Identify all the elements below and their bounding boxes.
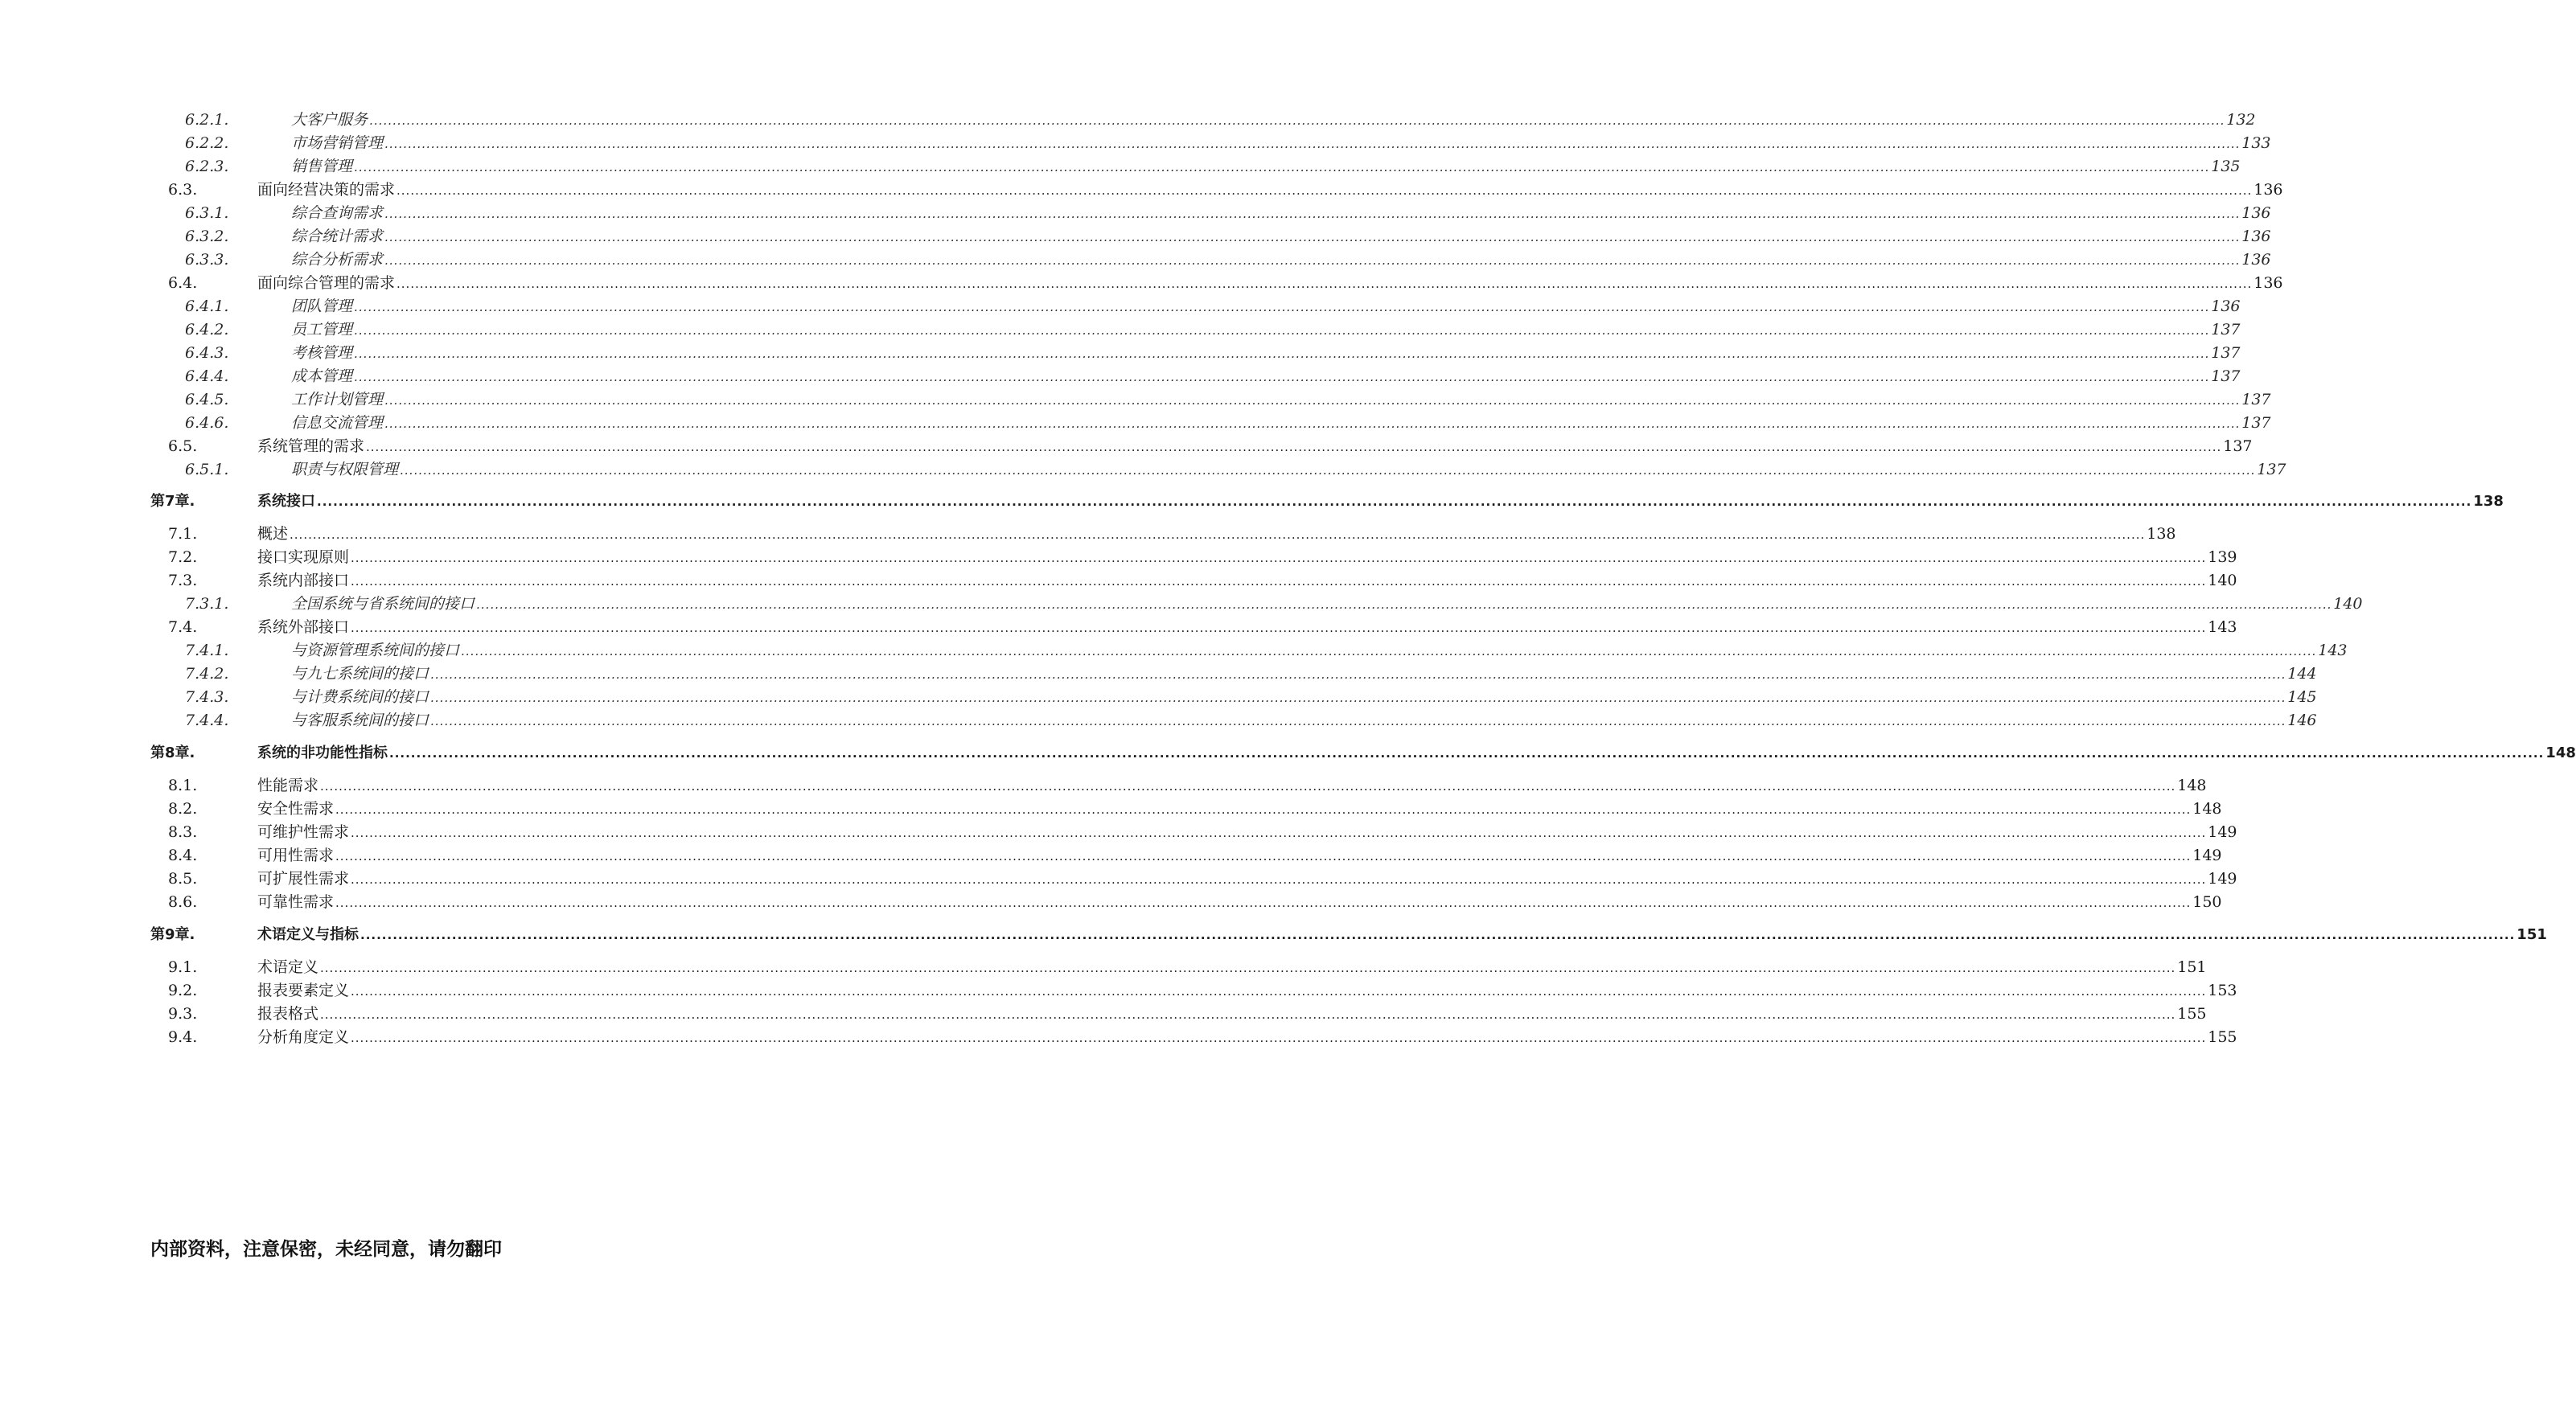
toc-entry-title: 综合查询需求 — [291, 204, 384, 222]
toc-entry[interactable] — [168, 179, 2283, 200]
toc-entry[interactable] — [185, 687, 2317, 708]
toc-entry-title: 面向经营决策的需求 — [257, 181, 396, 199]
toc-entry[interactable] — [168, 617, 2237, 638]
toc-entry-title: 职责与权限管理 — [291, 461, 399, 478]
toc-leader-dots: ................................................................................................................................................................................................................................................................................................................................................................................................................ — [351, 551, 2207, 565]
toc-entry-number: 7.4.1. — [185, 642, 229, 659]
toc-entry-title: 综合统计需求 — [291, 228, 384, 245]
toc-leader-dots: ................................................................................................................................................................................................................................................................................................................................................................................................................ — [430, 667, 2286, 682]
toc-entry[interactable] — [168, 570, 2237, 591]
toc-entry-title: 报表格式 — [257, 1005, 319, 1023]
toc-entry-page: 132 — [2226, 111, 2256, 129]
toc-entry-number: 8.1. — [168, 777, 198, 794]
toc-entry-page: 137 — [2223, 437, 2253, 455]
toc-leader-dots: ................................................................................................................................................................................................................................................................................................................................................................................................................ — [290, 527, 2146, 542]
toc-entry[interactable] — [150, 743, 2576, 764]
toc-entry-page: 153 — [2208, 982, 2237, 999]
toc-entry-number: 7.4.2. — [185, 665, 229, 683]
toc-leader-dots: ................................................................................................................................................................................................................................................................................................................................................................................................................ — [354, 300, 2210, 314]
toc-leader-dots: ................................................................................................................................................................................................................................................................................................................................................................................................................ — [360, 928, 2516, 942]
toc-entry-number: 6.3.3. — [185, 251, 229, 269]
toc-entry-number: 7.3.1. — [185, 595, 229, 613]
toc-entry[interactable] — [185, 109, 2256, 130]
toc-entry-title: 可靠性需求 — [257, 893, 335, 911]
toc-entry-page: 151 — [2177, 958, 2207, 976]
toc-entry-page: 137 — [2211, 367, 2241, 385]
toc-entry-number: 7.3. — [168, 572, 198, 589]
toc-leader-dots: ................................................................................................................................................................................................................................................................................................................................................................................................................ — [335, 849, 2192, 863]
toc-entry-number: 6.4.2. — [185, 321, 229, 338]
toc-entry[interactable] — [150, 925, 2547, 945]
toc-entry[interactable] — [150, 491, 2504, 512]
toc-entry-number: 第7章. — [150, 493, 195, 510]
toc-leader-dots: ................................................................................................................................................................................................................................................................................................................................................................................................................ — [400, 463, 2256, 478]
toc-leader-dots: ................................................................................................................................................................................................................................................................................................................................................................................................................ — [354, 160, 2210, 174]
toc-leader-dots: ................................................................................................................................................................................................................................................................................................................................................................................................................ — [335, 802, 2192, 817]
toc-entry-title: 性能需求 — [257, 777, 319, 794]
toc-entry-title: 可用性需求 — [257, 847, 335, 864]
toc-entry[interactable] — [168, 822, 2237, 843]
toc-entry-page: 138 — [2147, 525, 2176, 543]
toc-entry-number: 第9章. — [150, 926, 195, 943]
toc-entry-number: 8.6. — [168, 893, 198, 911]
toc-leader-dots: ................................................................................................................................................................................................................................................................................................................................................................................................................ — [476, 597, 2332, 612]
toc-entry-page: 133 — [2241, 134, 2271, 152]
toc-entry[interactable] — [168, 1027, 2237, 1048]
toc-entry[interactable] — [185, 342, 2241, 363]
toc-entry[interactable] — [185, 663, 2317, 684]
toc-entry-title: 接口实现原则 — [257, 548, 350, 566]
toc-entry-page: 136 — [2253, 274, 2283, 292]
toc-entry-number: 8.5. — [168, 870, 198, 888]
toc-entry-title: 可维护性需求 — [257, 823, 350, 841]
toc-entry-number: 6.3.1. — [185, 204, 229, 222]
toc-leader-dots: ................................................................................................................................................................................................................................................................................................................................................................................................................ — [389, 746, 2545, 761]
toc-entry-title: 概述 — [257, 525, 289, 543]
toc-entry-number: 8.3. — [168, 823, 198, 841]
toc-entry-number: 6.2.3. — [185, 158, 229, 175]
toc-entry-title: 团队管理 — [291, 297, 353, 315]
toc-entry-page: 140 — [2208, 572, 2237, 589]
toc-entry-title: 信息交流管理 — [291, 414, 384, 432]
toc-entry[interactable] — [185, 226, 2271, 247]
toc-entry-page: 140 — [2333, 595, 2363, 613]
toc-entry-page: 136 — [2241, 228, 2271, 245]
toc-entry-number: 8.4. — [168, 847, 198, 864]
toc-leader-dots: ................................................................................................................................................................................................................................................................................................................................................................................................................ — [320, 779, 2176, 794]
toc-entry-page: 150 — [2192, 893, 2222, 911]
toc-entry-title: 系统管理的需求 — [257, 437, 365, 455]
toc-entry-page: 135 — [2211, 158, 2241, 175]
toc-entry-title: 报表要素定义 — [257, 982, 350, 999]
toc-leader-dots: ................................................................................................................................................................................................................................................................................................................................................................................................................ — [430, 714, 2286, 728]
toc-entry[interactable] — [168, 845, 2222, 866]
toc-entry[interactable] — [185, 459, 2286, 480]
toc-entry-title: 与资源管理系统间的接口 — [291, 642, 460, 659]
toc-entry-title: 可扩展性需求 — [257, 870, 350, 888]
toc-entry-page: 136 — [2241, 204, 2271, 222]
toc-entry-title: 员工管理 — [291, 321, 353, 338]
toc-entry-number: 7.2. — [168, 548, 198, 566]
toc-entry-title: 大客户服务 — [291, 111, 368, 129]
toc-entry-number: 7.4.4. — [185, 712, 229, 729]
toc-entry-title: 系统外部接口 — [257, 618, 350, 636]
toc-entry-number: 9.3. — [168, 1005, 198, 1023]
toc-leader-dots: ................................................................................................................................................................................................................................................................................................................................................................................................................ — [351, 574, 2207, 589]
toc-entry[interactable] — [185, 366, 2241, 387]
toc-entry-number: 7.4.3. — [185, 688, 229, 706]
toc-entry-number: 7.1. — [168, 525, 198, 543]
toc-leader-dots: ................................................................................................................................................................................................................................................................................................................................................................................................................ — [366, 440, 2222, 454]
toc-leader-dots: ................................................................................................................................................................................................................................................................................................................................................................................................................ — [354, 347, 2210, 361]
toc-entry-number: 9.2. — [168, 982, 198, 999]
toc-entry-page: 146 — [2287, 712, 2317, 729]
toc-entry-number: 6.3.2. — [185, 228, 229, 245]
toc-entry[interactable] — [185, 710, 2317, 731]
toc-entry[interactable] — [185, 640, 2348, 661]
toc-entry-page: 148 — [2192, 800, 2222, 818]
toc-entry[interactable] — [168, 868, 2237, 889]
toc-entry-title: 与九七系统间的接口 — [291, 665, 429, 683]
toc-entry-number: 6.5. — [168, 437, 198, 455]
toc-entry-number: 6.4.6. — [185, 414, 229, 432]
toc-entry-number: 6.3. — [168, 181, 198, 199]
toc-entry-title: 分析角度定义 — [257, 1028, 350, 1046]
toc-entry[interactable] — [168, 892, 2222, 913]
toc-entry-page: 148 — [2545, 744, 2576, 761]
toc-entry-page: 137 — [2257, 461, 2286, 478]
toc-entry-number: 第8章. — [150, 744, 195, 761]
toc-entry-page: 149 — [2208, 823, 2237, 841]
toc-leader-dots: ................................................................................................................................................................................................................................................................................................................................................................................................................ — [354, 323, 2210, 338]
toc-leader-dots: ................................................................................................................................................................................................................................................................................................................................................................................................................ — [320, 961, 2176, 975]
toc-leader-dots: ................................................................................................................................................................................................................................................................................................................................................................................................................ — [320, 1007, 2176, 1022]
toc-leader-dots: ................................................................................................................................................................................................................................................................................................................................................................................................................ — [351, 1031, 2207, 1045]
toc-entry[interactable] — [168, 980, 2237, 1001]
toc-leader-dots: ................................................................................................................................................................................................................................................................................................................................................................................................................ — [384, 137, 2241, 151]
toc-entry[interactable] — [185, 412, 2271, 433]
toc-entry-number: 6.2.2. — [185, 134, 229, 152]
toc-entry-number: 6.2.1. — [185, 111, 229, 129]
toc-leader-dots: ................................................................................................................................................................................................................................................................................................................................................................................................................ — [384, 393, 2241, 408]
toc-entry[interactable] — [185, 249, 2271, 270]
toc-entry-title: 综合分析需求 — [291, 251, 384, 269]
toc-entry[interactable] — [168, 523, 2176, 544]
toc-entry-number: 6.5.1. — [185, 461, 229, 478]
toc-entry-number: 7.4. — [168, 618, 198, 636]
confidentiality-notice: 内部资料，注意保密，未经同意，请勿翻印 — [150, 1239, 502, 1260]
toc-entry[interactable] — [185, 593, 2363, 614]
toc-entry-title: 考核管理 — [291, 344, 353, 362]
toc-leader-dots: ................................................................................................................................................................................................................................................................................................................................................................................................................ — [354, 370, 2210, 384]
toc-leader-dots: ................................................................................................................................................................................................................................................................................................................................................................................................................ — [396, 277, 2253, 291]
toc-entry-page: 136 — [2253, 181, 2283, 199]
toc-leader-dots: ................................................................................................................................................................................................................................................................................................................................................................................................................ — [461, 644, 2317, 658]
toc-entry[interactable] — [168, 436, 2253, 457]
toc-entry-title: 面向综合管理的需求 — [257, 274, 396, 292]
toc-entry[interactable] — [168, 775, 2207, 796]
toc-entry[interactable] — [168, 273, 2283, 293]
toc-entry-title: 市场营销管理 — [291, 134, 384, 152]
toc-entry-number: 6.4.4. — [185, 367, 229, 385]
toc-entry-page: 155 — [2177, 1005, 2207, 1023]
toc-entry[interactable] — [168, 798, 2222, 819]
toc-entry-number: 6.4.1. — [185, 297, 229, 315]
toc-entry[interactable] — [185, 203, 2271, 224]
toc-entry-page: 137 — [2211, 321, 2241, 338]
toc-entry[interactable] — [185, 296, 2241, 317]
toc-entry[interactable] — [168, 1003, 2207, 1024]
toc-entry-number: 6.4.5. — [185, 391, 229, 408]
toc-entry-page: 137 — [2241, 414, 2271, 432]
toc-entry[interactable] — [185, 156, 2241, 177]
toc-entry[interactable] — [168, 547, 2237, 568]
toc-leader-dots: ................................................................................................................................................................................................................................................................................................................................................................................................................ — [384, 416, 2241, 431]
toc-entry-page: 138 — [2473, 493, 2504, 510]
toc-entry-page: 149 — [2208, 870, 2237, 888]
toc-entry-number: 6.4.3. — [185, 344, 229, 362]
toc-entry-number: 6.4. — [168, 274, 198, 292]
toc-entry-page: 137 — [2211, 344, 2241, 362]
toc-entry-title: 安全性需求 — [257, 800, 335, 818]
toc-entry[interactable] — [185, 389, 2271, 410]
toc-entry-title: 工作计划管理 — [291, 391, 384, 408]
toc-leader-dots: ................................................................................................................................................................................................................................................................................................................................................................................................................ — [384, 253, 2241, 268]
toc-leader-dots: ................................................................................................................................................................................................................................................................................................................................................................................................................ — [351, 984, 2207, 999]
toc-leader-dots: ................................................................................................................................................................................................................................................................................................................................................................................................................ — [335, 896, 2192, 910]
toc-entry-page: 148 — [2177, 777, 2207, 794]
toc-entry-title: 系统的非功能性指标 — [257, 744, 388, 761]
toc-entry-page: 143 — [2208, 618, 2237, 636]
toc-entry-number: 8.2. — [168, 800, 198, 818]
toc-entry-title: 与计费系统间的接口 — [291, 688, 429, 706]
toc-leader-dots: ................................................................................................................................................................................................................................................................................................................................................................................................................ — [351, 826, 2207, 840]
toc-entry-title: 术语定义 — [257, 958, 319, 976]
toc-leader-dots: ................................................................................................................................................................................................................................................................................................................................................................................................................ — [369, 113, 2225, 128]
toc-leader-dots: ................................................................................................................................................................................................................................................................................................................................................................................................................ — [396, 183, 2253, 198]
toc-entry-page: 144 — [2287, 665, 2317, 683]
toc-leader-dots: ................................................................................................................................................................................................................................................................................................................................................................................................................ — [351, 872, 2207, 887]
toc-entry-page: 149 — [2192, 847, 2222, 864]
toc-entry-title: 全国系统与省系统间的接口 — [291, 595, 475, 613]
toc-entry-page: 139 — [2208, 548, 2237, 566]
toc-entry-title: 系统内部接口 — [257, 572, 350, 589]
toc-leader-dots: ................................................................................................................................................................................................................................................................................................................................................................................................................ — [384, 230, 2241, 244]
toc-leader-dots: ................................................................................................................................................................................................................................................................................................................................................................................................................ — [384, 207, 2241, 221]
toc-entry[interactable] — [185, 319, 2241, 340]
toc-entry-page: 137 — [2241, 391, 2271, 408]
toc-entry-title: 系统接口 — [257, 493, 315, 510]
toc-leader-dots: ................................................................................................................................................................................................................................................................................................................................................................................................................ — [430, 691, 2286, 705]
toc-entry[interactable] — [185, 133, 2271, 154]
toc-entry-title: 销售管理 — [291, 158, 353, 175]
toc-entry-page: 151 — [2516, 926, 2547, 943]
toc-entry-number: 9.4. — [168, 1028, 198, 1046]
toc-leader-dots: ................................................................................................................................................................................................................................................................................................................................................................................................................ — [351, 621, 2207, 635]
toc-entry-title: 成本管理 — [291, 367, 353, 385]
toc-entry-page: 136 — [2211, 297, 2241, 315]
toc-entry-page: 155 — [2208, 1028, 2237, 1046]
toc-leader-dots: ................................................................................................................................................................................................................................................................................................................................................................................................................ — [317, 494, 2472, 509]
toc-entry-title: 术语定义与指标 — [257, 926, 359, 943]
toc-entry-page: 143 — [2318, 642, 2348, 659]
toc-entry[interactable] — [168, 957, 2207, 978]
toc-entry-number: 9.1. — [168, 958, 198, 976]
toc-entry-page: 145 — [2287, 688, 2317, 706]
toc-entry-page: 136 — [2241, 251, 2271, 269]
toc-entry-title: 与客服系统间的接口 — [291, 712, 429, 729]
